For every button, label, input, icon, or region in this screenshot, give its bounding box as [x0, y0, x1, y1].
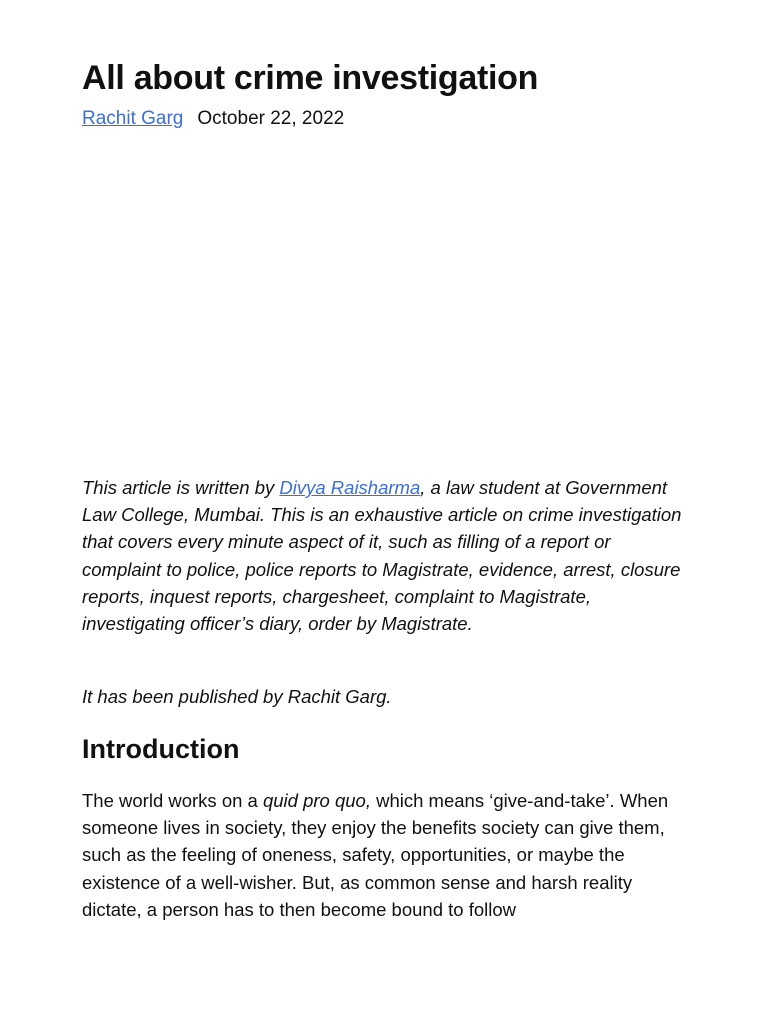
published-note: It has been published by Rachit Garg.: [82, 686, 392, 707]
article-meta: [82, 106, 344, 132]
contributor-link[interactable]: Divya Raisharma: [279, 477, 421, 498]
para-text-rest: which means ‘give-and-take’. When someone lives in society, they enjoy the benefits society can give them, such as the feeling of oneness, safety, opportunities, or maybe the existence of a well-wisher. But, as common sense and harsh reality dictate, a person has to then become bound to follow: [82, 790, 669, 920]
author-note-text: , a law student at Government Law College, Mumbai. This is an exhaustive article on crime investigation that covers every minute aspect of it, such as filling of a report or complaint to police, police reports to Magistrate, evidence, arrest, closure reports, inquest reports, chargesheet, complaint to Magistrate, investigating officer’s diary, order by Magistrate.: [82, 477, 682, 635]
introduction-heading: Introduction: [82, 734, 240, 764]
author-note-prefix: This article is written by: [82, 477, 280, 498]
introduction-paragraph: [82, 787, 682, 923]
para-emphasis: quid pro quo,: [262, 790, 371, 811]
author-link[interactable]: Rachit Garg: [82, 108, 184, 129]
featured-media-area: [82, 150, 686, 450]
author-note: [82, 474, 692, 637]
article-title: All about crime investigation: [82, 59, 539, 97]
para-text-start: The world works on a: [82, 790, 263, 811]
publish-date: October 22, 2022: [197, 108, 345, 129]
